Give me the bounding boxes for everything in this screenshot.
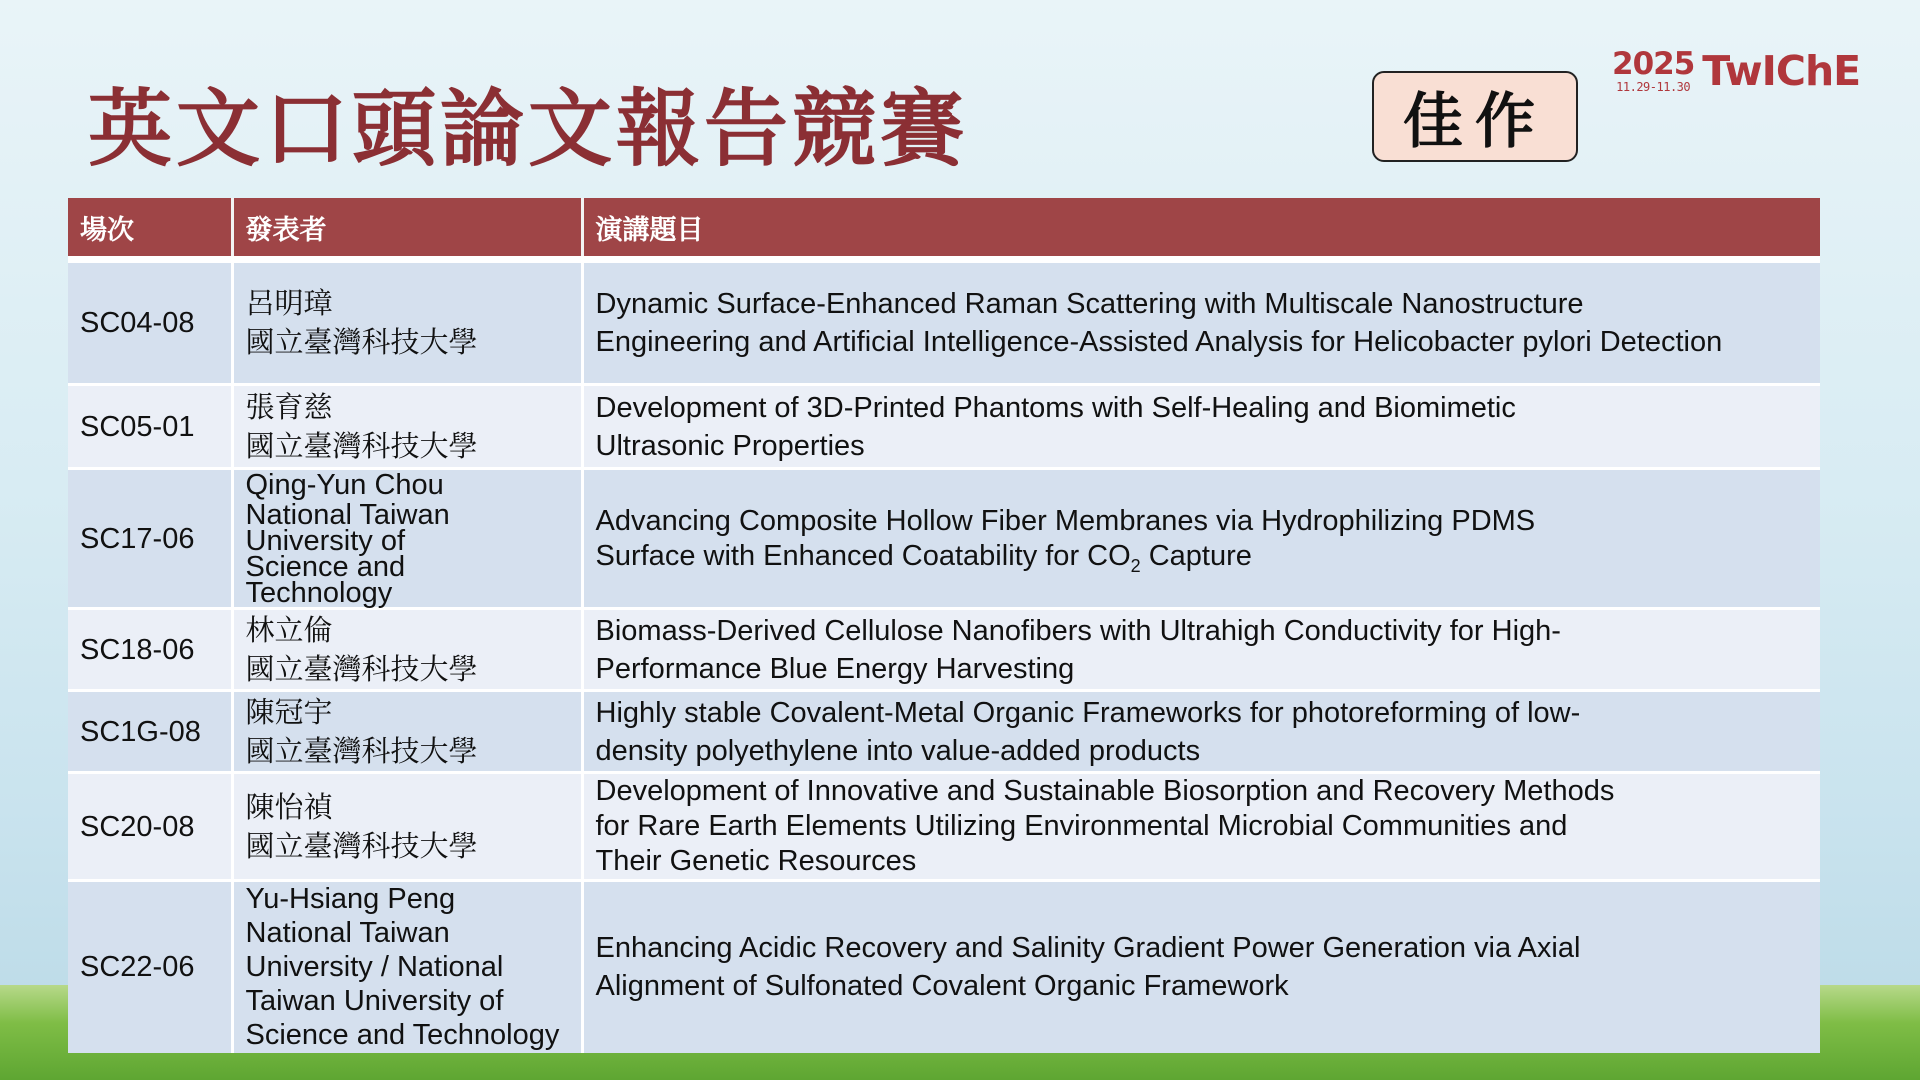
- talk-title-line: Performance Blue Energy Harvesting: [595, 652, 1075, 685]
- presenter-cell: [232, 773, 582, 881]
- talk-title-cell: [582, 773, 1820, 881]
- page-title: 英文口頭論文報告競賽: [88, 80, 969, 178]
- talk-title-line: Engineering and Artificial Intelligence-Assisted Analysis for Helicobacter pylori Detection: [595, 326, 1723, 358]
- table-row: [68, 260, 1820, 385]
- talk-title-line: Highly stable Covalent-Metal Organic Frameworks for photoreforming of low-: [595, 696, 1581, 729]
- table-header-row: [68, 198, 1820, 260]
- table-row: [68, 385, 1820, 469]
- presenter-cell: [232, 385, 582, 469]
- presenter-name: Yu-Hsiang Peng: [245, 883, 456, 916]
- table-row: [68, 881, 1820, 1053]
- header-session: 場次: [68, 198, 232, 260]
- presenter-name: 陳怡禎: [245, 791, 333, 824]
- talk-title-cell: [582, 385, 1820, 469]
- talk-title-text: Capture: [1140, 539, 1252, 572]
- table-row: [68, 609, 1820, 691]
- talk-title-line: Alignment of Sulfonated Covalent Organic Framework: [595, 970, 1289, 1003]
- talk-title-line: Enhancing Acidic Recovery and Salinity Gradient Power Generation via Axial: [595, 932, 1581, 965]
- talk-title-line: for Rare Earth Elements Utilizing Environmental Microbial Communities and: [595, 810, 1568, 842]
- session-cell: SC18-06: [68, 609, 232, 691]
- session-cell: SC22-06: [68, 881, 232, 1053]
- presenter-name: 陳冠宇: [245, 696, 333, 729]
- talk-title-cell: [582, 609, 1820, 691]
- awards-table: [68, 198, 1820, 1053]
- header-presenter: 發表者: [232, 198, 582, 260]
- session-cell: SC20-08: [68, 773, 232, 881]
- talk-title-cell: [582, 469, 1820, 609]
- presenter-cell: [232, 469, 582, 609]
- presenter-affiliation: National Taiwan University / National Taiwan University of Science and Technology: [245, 917, 560, 1052]
- talk-title-line: Development of Innovative and Sustainable Biosorption and Recovery Methods: [595, 775, 1615, 807]
- talk-title-line: Advancing Composite Hollow Fiber Membranes via Hydrophilizing PDMS: [595, 504, 1536, 537]
- table-row: [68, 773, 1820, 881]
- header-talk-title: 演講題目: [582, 198, 1820, 260]
- presenter-name: 張育慈: [245, 391, 333, 424]
- presenter-name: 呂明璋: [245, 288, 333, 320]
- talk-title-line: Their Genetic Resources: [595, 845, 917, 877]
- presenter-affiliation: National Taiwan University of Science and Technology: [245, 498, 450, 609]
- logo-year: 2025: [1612, 46, 1695, 82]
- talk-title-text: Surface with Enhanced Coatability for CO: [595, 539, 1131, 572]
- session-cell: SC17-06: [68, 469, 232, 609]
- logo-name: TwIChE: [1702, 47, 1861, 95]
- presenter-cell: [232, 609, 582, 691]
- logo-dates: 11.29-11.30: [1616, 80, 1691, 94]
- talk-title-line: Development of 3D-Printed Phantoms with Self-Healing and Biomimetic: [595, 391, 1516, 424]
- talk-title-line: density polyethylene into value-added products: [595, 734, 1201, 767]
- talk-title-line: Ultrasonic Properties: [595, 429, 865, 462]
- talk-title-cell: [582, 260, 1820, 385]
- talk-title-line: Biomass-Derived Cellulose Nanofibers with Ultrahigh Conductivity for High-: [595, 614, 1561, 647]
- presenter-name: Qing-Yun Chou: [245, 468, 444, 501]
- subscript-2: 2: [1130, 555, 1141, 576]
- talk-title-cell: [582, 691, 1820, 773]
- presenter-cell: [232, 260, 582, 385]
- presenter-cell: [232, 691, 582, 773]
- twiche-logo: [1612, 48, 1860, 94]
- presenter-cell: [232, 881, 582, 1053]
- presenter-name: 林立倫: [245, 614, 333, 647]
- table-row: [68, 469, 1820, 609]
- presenter-affiliation: 國立臺灣科技大學: [245, 325, 478, 359]
- logo-year-block: [1612, 48, 1694, 94]
- talk-title-line: [596, 539, 1809, 574]
- session-cell: SC1G-08: [68, 691, 232, 773]
- talk-title-line: Dynamic Surface-Enhanced Raman Scattering with Multiscale Nanostructure: [595, 288, 1584, 320]
- talk-title-cell: [582, 881, 1820, 1053]
- presenter-affiliation: 國立臺灣科技大學: [245, 828, 478, 863]
- presenter-affiliation: 國立臺灣科技大學: [245, 428, 478, 463]
- presenter-affiliation: 國立臺灣科技大學: [245, 651, 478, 686]
- award-badge: 佳作: [1372, 71, 1578, 162]
- session-cell: SC04-08: [68, 260, 232, 385]
- table-row: [68, 691, 1820, 773]
- presenter-affiliation: 國立臺灣科技大學: [245, 733, 478, 768]
- session-cell: SC05-01: [68, 385, 232, 469]
